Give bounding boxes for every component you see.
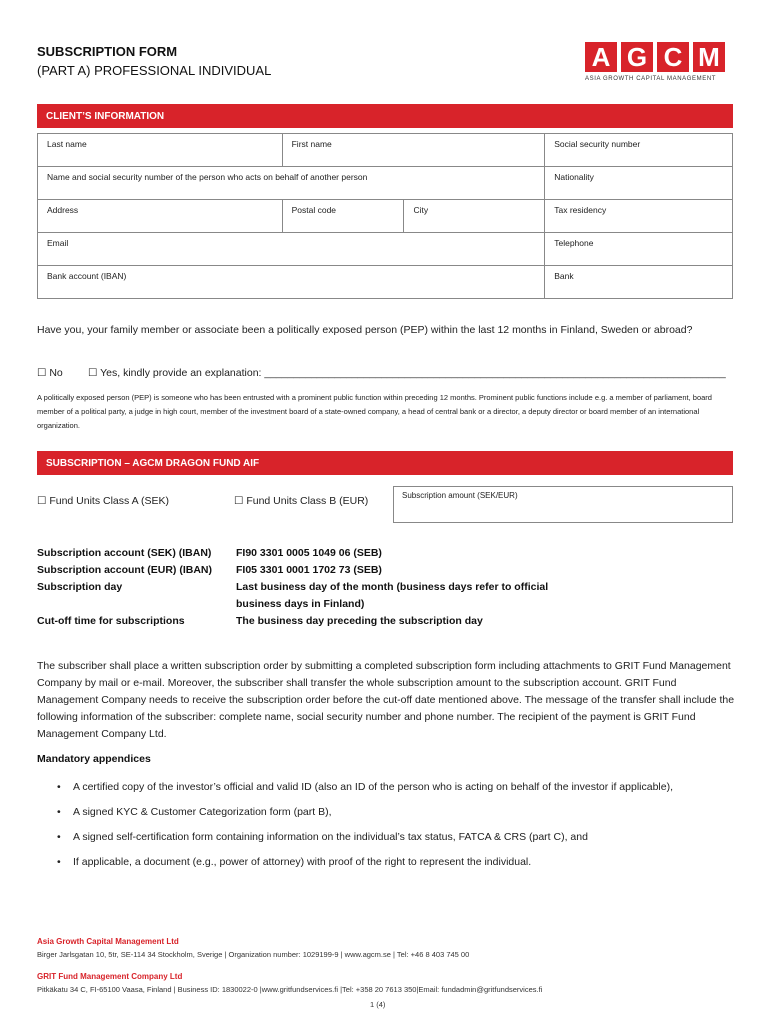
appendices-heading: Mandatory appendices [37,753,151,765]
form-subtitle: (PART A) PROFESSIONAL INDIVIDUAL [37,63,272,78]
logo-letter: M [693,42,725,72]
footer-grit-details: Pitkäkatu 34 C, FI-65100 Vaasa, Finland | Business ID: 1830022-0 |www.gritfundservices.fi |Tel: +358 20 7613 350|Email: fundadmin@gritfundservices.fi [37,985,543,994]
postal-code-field[interactable]: Postal code [282,200,404,233]
bank-account-field[interactable]: Bank account (IBAN) [38,266,545,299]
footer-agcm-details: Birger Jarlsgatan 10, 5tr, SE-114 34 Stockholm, Sverige | Organization number: 1029199-9 | www.agcm.se | Tel: +46 8 403 745 00 [37,950,470,959]
client-info-table [37,133,733,299]
list-item: • A certified copy of the investor’s official and valid ID (also an ID of the person who is acting on behalf of the investor if applicable), [37,779,717,795]
email-field[interactable]: Email [38,233,545,266]
logo-letter: A [585,42,617,72]
footer-grit-name: GRIT Fund Management Company Ltd [37,972,183,981]
detail-value: FI05 3301 0001 1702 73 (SEB) [236,564,382,576]
page-number: 1 (4) [370,1000,386,1009]
list-item: • If applicable, a document (e.g., power of attorney) with proof of the right to represent the individual. [37,854,717,870]
agcm-logo [585,42,731,90]
detail-label: Subscription day [37,581,123,593]
address-field[interactable]: Address [38,200,283,233]
city-field[interactable]: City [404,200,545,233]
pep-note: A politically exposed person (PEP) is someone who has been entrusted with a prominent public function within preceding 12 months. Prominent public functions include e.g. a member of parliament, board member of a political party, a judge in high court, member of the investment board of a state-owned company, a head of central bank or a director, a deputy director or board member of an international organization. [37,393,712,430]
detail-row [37,545,737,562]
subscription-amount-field[interactable]: Subscription amount (SEK/EUR) [393,486,733,523]
subscription-instructions: The subscriber shall place a written subscription order by submitting a completed subscription form including attachments to GRIT Fund Management Company by mail or e-mail. Moreover, the subscriber shall transfer the whole subscription amount to the subscription account. GRIT Fund Management Company needs to receive the subscription order before the cut-off date mentioned above. The message of the transfer shall include the following information of the subscriber: complete name, social security number and phone number. The recipient of the payment is GRIT Fund Management Company Ltd. [37,660,735,740]
detail-row [37,579,737,613]
pep-yes-checkbox[interactable]: ☐ Yes, kindly provide an explanation: _______________________________________________________________________________ [88,367,726,379]
detail-value: The business day preceding the subscription day [236,615,483,627]
client-info-heading: CLIENT’S INFORMATION [37,104,733,128]
last-name-field[interactable]: Last name [38,134,283,167]
logo-letter: C [657,42,689,72]
subscription-heading: SUBSCRIPTION – AGCM DRAGON FUND AIF [37,451,733,475]
first-name-field[interactable]: First name [282,134,545,167]
telephone-field[interactable]: Telephone [545,233,733,266]
footer-agcm-name: Asia Growth Capital Management Ltd [37,937,179,946]
list-item: • A signed self-certification form containing information on the individual’s tax status, FATCA & CRS (part C), and [37,829,717,845]
tax-residency-field[interactable]: Tax residency [545,200,733,233]
detail-label: Subscription account (EUR) (IBAN) [37,564,212,576]
detail-value: FI90 3301 0005 1049 06 (SEB) [236,547,382,559]
proxy-field[interactable]: Name and social security number of the person who acts on behalf of another person [38,167,545,200]
logo-tagline: ASIA GROWTH CAPITAL MANAGEMENT [585,76,717,82]
class-b-checkbox[interactable]: ☐ Fund Units Class B (EUR) [234,495,369,507]
appendices-list [37,779,717,870]
detail-label: Cut-off time for subscriptions [37,615,185,627]
list-item: • A signed KYC & Customer Categorization form (part B), [37,804,717,820]
nationality-field[interactable]: Nationality [545,167,733,200]
detail-row [37,562,737,579]
detail-label: Subscription account (SEK) (IBAN) [37,547,212,559]
ssn-field[interactable]: Social security number [545,134,733,167]
logo-letter: G [621,42,653,72]
subscription-details [37,545,737,630]
bank-field[interactable]: Bank [545,266,733,299]
form-title: SUBSCRIPTION FORM [37,44,178,59]
detail-row [37,613,737,630]
pep-question: Have you, your family member or associate been a politically exposed person (PEP) within the last 12 months in Finland, Sweden or abroad? [37,324,693,336]
pep-no-checkbox[interactable]: ☐ No [37,367,63,379]
detail-value: Last business day of the month (business days refer to official business days in Finland) [236,581,549,610]
class-a-checkbox[interactable]: ☐ Fund Units Class A (SEK) [37,495,169,507]
